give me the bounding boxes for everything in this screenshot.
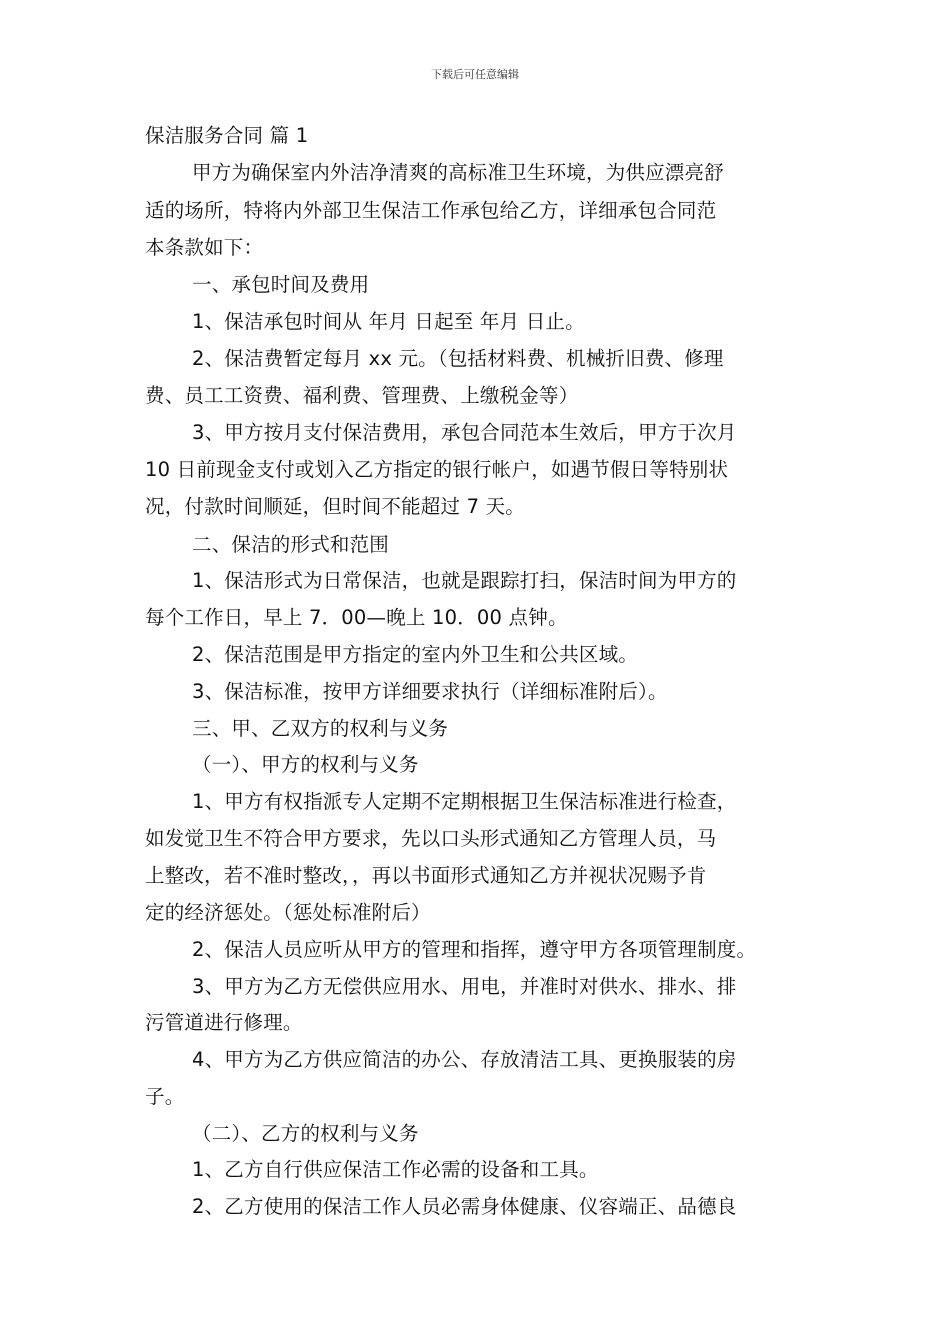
paragraph-line: 2、保洁范围是甲方指定的室内外卫生和公共区域。 bbox=[192, 643, 639, 666]
paragraph-line: 如发觉卫生不符合甲方要求，先以口头形式通知乙方管理人员，马 bbox=[145, 827, 717, 850]
paragraph-line: 2、保洁费暂定每月 xx 元。（包括材料费、机械折旧费、修理 bbox=[192, 347, 724, 370]
document-title: 保洁服务合同 篇 1 bbox=[145, 124, 309, 147]
paragraph-line: 4、甲方为乙方供应简洁的办公、存放清洁工具、更换服装的房 bbox=[192, 1048, 737, 1071]
paragraph-line: 适的场所，特将内外部卫生保洁工作承包给乙方，详细承包合同范 bbox=[145, 199, 717, 222]
paragraph-line: 费、员工工资费、福利费、管理费、上缴税金等） bbox=[145, 384, 579, 407]
paragraph-line: 况，付款时间顺延，但时间不能超过 7 天。 bbox=[145, 495, 526, 518]
subsection-heading: （二）、乙方的权利与义务 bbox=[192, 1122, 419, 1145]
paragraph-line: 1、乙方自行供应保洁工作必需的设备和工具。 bbox=[192, 1158, 599, 1181]
subsection-heading: （一）、甲方的权利与义务 bbox=[192, 753, 419, 776]
paragraph-line: 污管道进行修理。 bbox=[145, 1011, 303, 1034]
paragraph-line: 1、甲方有权指派专人定期不定期根据卫生保洁标准进行检查， bbox=[192, 790, 737, 813]
paragraph-line: 3、保洁标准，按甲方详细要求执行（详细标准附后）。 bbox=[192, 680, 668, 703]
paragraph-line: 甲方为确保室内外洁净清爽的高标准卫生环境，为供应漂亮舒 bbox=[192, 161, 724, 184]
paragraph-line: 子。 bbox=[145, 1085, 185, 1108]
paragraph-line: 本条款如下： bbox=[145, 236, 264, 259]
section-heading: 一、承包时间及费用 bbox=[192, 273, 370, 296]
paragraph-line: 10 日前现金支付或划入乙方指定的银行帐户，如遇节假日等特别状 bbox=[145, 458, 729, 481]
page-header: 下载后可任意编辑 bbox=[431, 68, 519, 81]
paragraph-line: 3、甲方按月支付保洁费用，承包合同范本生效后，甲方于次月 bbox=[192, 421, 737, 444]
section-heading: 三、甲、乙双方的权利与义务 bbox=[192, 717, 449, 740]
paragraph-line: 2、乙方使用的保洁工作人员必需身体健康、仪容端正、品德良 bbox=[192, 1195, 737, 1218]
section-heading: 二、保洁的形式和范围 bbox=[192, 533, 390, 556]
paragraph-line: 每个工作日，早上 7．00—晚上 10．00 点钟。 bbox=[145, 606, 568, 629]
paragraph-line: 1、保洁承包时间从 年月 日起至 年月 日止。 bbox=[192, 310, 585, 333]
paragraph-line: 1、保洁形式为日常保洁，也就是跟踪打扫，保洁时间为甲方的 bbox=[192, 569, 737, 592]
paragraph-line: 3、甲方为乙方无偿供应用水、用电，并准时对供水、排水、排 bbox=[192, 975, 737, 998]
paragraph-line: 上整改，若不准时整改，，再以书面形式通知乙方并视状况赐予肯 bbox=[145, 864, 707, 887]
paragraph-line: 2、保洁人员应听从甲方的管理和指挥，遵守甲方各项管理制度。 bbox=[192, 938, 757, 961]
paragraph-line: 定的经济惩处。（惩处标准附后） bbox=[145, 901, 431, 924]
